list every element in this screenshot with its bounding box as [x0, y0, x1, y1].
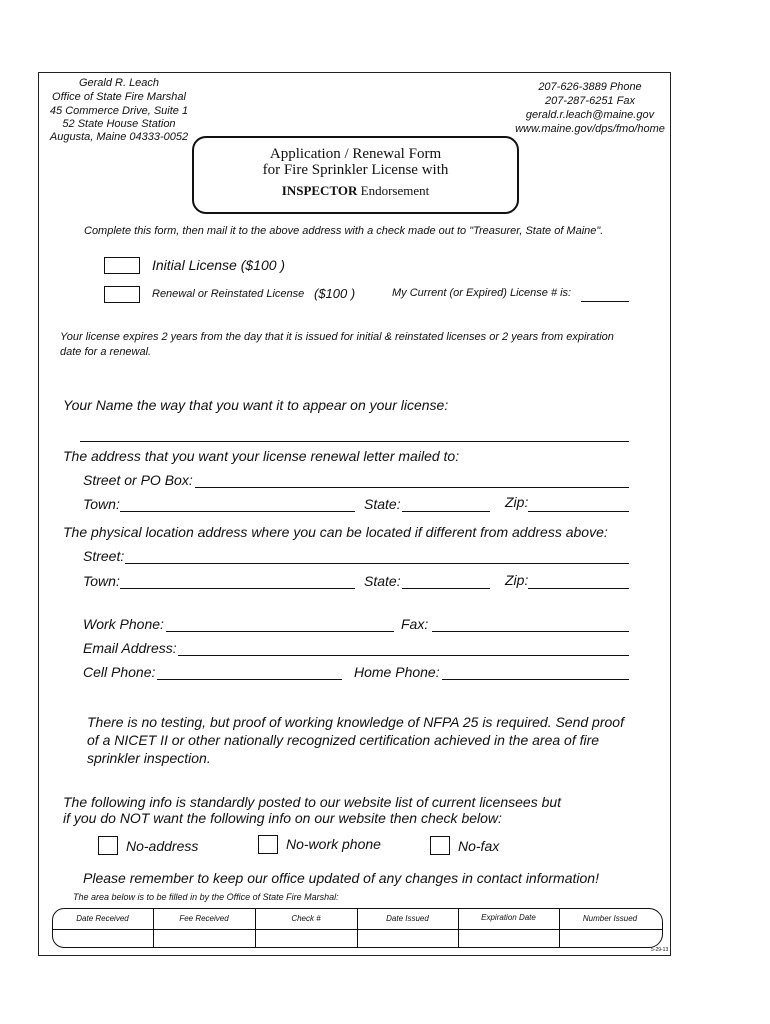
town-field[interactable]: [120, 511, 355, 512]
state-field[interactable]: [402, 511, 490, 512]
renewal-fee: ($100 ): [314, 286, 356, 301]
revision-date: 5-29-13: [651, 947, 669, 953]
no-fax-checkbox[interactable]: [430, 836, 450, 855]
no-address-label: No-address: [126, 838, 199, 854]
street-po-label: Street or PO Box:: [83, 472, 193, 488]
cell-phone-label: Cell Phone:: [83, 664, 156, 680]
physical-town-label: Town:: [83, 573, 120, 589]
fax-number: 207-287-6251 Fax: [545, 95, 635, 107]
email-address: gerald.r.leach@maine.gov: [525, 109, 655, 121]
expiry-note-line1: Your license expires 2 years from the day that it is issued for initial & reinstated licenses or 2 years from expiration: [60, 331, 614, 343]
email-label: Email Address:: [83, 640, 177, 656]
street-address: 45 Commerce Drive, Suite 1: [49, 105, 189, 117]
station-address: 52 State House Station: [62, 118, 176, 130]
physical-state-label: State:: [364, 573, 401, 589]
initial-license-checkbox[interactable]: [104, 257, 140, 274]
cell-phone-field[interactable]: [157, 679, 342, 680]
date-issued-header: Date Issued: [386, 914, 429, 923]
city-state-zip: Augusta, Maine 04333-0052: [49, 131, 189, 143]
physical-state-field[interactable]: [402, 588, 490, 589]
no-work-phone-checkbox[interactable]: [258, 835, 278, 854]
contact-name: Gerald R. Leach: [78, 77, 160, 89]
current-license-label: My Current (or Expired) License # is:: [392, 287, 572, 299]
number-issued-cell[interactable]: [560, 930, 660, 947]
website-url: www.maine.gov/dps/fmo/home: [515, 123, 665, 135]
mailing-instructions: Complete this form, then mail it to the above address with a check made out to "Treasurer, State of Maine".: [84, 225, 604, 237]
phone-number: 207-626-3889 Phone: [538, 81, 642, 93]
street-label: Street:: [83, 548, 125, 564]
work-phone-label: Work Phone:: [83, 616, 164, 632]
work-phone-field[interactable]: [166, 631, 394, 632]
form-title-line1: Application / Renewal Form: [269, 146, 442, 162]
physical-address-prompt: The physical location address where you can be located if different from address above:: [63, 524, 608, 540]
endorsement-word: Endorsement: [357, 183, 430, 198]
testing-note-line3: sprinkler inspection.: [87, 750, 211, 766]
endorsement-type: INSPECTOR: [281, 183, 358, 198]
fee-received-header: Fee Received: [179, 914, 229, 923]
office-name: Office of State Fire Marshal: [52, 91, 186, 103]
physical-town-field[interactable]: [120, 588, 355, 589]
state-label: State:: [364, 496, 401, 512]
form-title-line3: [192, 183, 519, 199]
no-work-phone-label: No-work phone: [286, 836, 381, 852]
testing-note-line1: There is no testing, but proof of working knowledge of NFPA 25 is required. Send proof: [87, 714, 624, 730]
current-license-field[interactable]: [581, 301, 629, 302]
fee-received-cell[interactable]: [154, 930, 254, 947]
date-received-cell[interactable]: [53, 930, 152, 947]
check-number-header: Check #: [291, 914, 321, 923]
renewal-license-label: Renewal or Reinstated License: [152, 288, 305, 300]
fax-label: Fax:: [401, 616, 429, 632]
home-phone-field[interactable]: [442, 679, 629, 680]
check-number-cell[interactable]: [256, 930, 356, 947]
office-use-note: The area below is to be filled in by the Office of State Fire Marshal:: [73, 892, 339, 902]
form-title-line2: for Fire Sprinkler License with: [262, 162, 449, 178]
street-field[interactable]: [125, 563, 629, 564]
date-issued-cell[interactable]: [358, 930, 457, 947]
fax-field[interactable]: [432, 631, 629, 632]
number-issued-header: Number Issued: [582, 914, 638, 923]
email-field[interactable]: [178, 655, 629, 656]
physical-zip-label: Zip:: [505, 572, 529, 588]
date-received-header: Date Received: [76, 914, 129, 923]
website-note-line2: if you do NOT want the following info on our website then check below:: [63, 810, 502, 826]
website-note-line1: The following info is standardly posted to our website list of current licensees but: [63, 794, 562, 810]
name-field[interactable]: [80, 441, 629, 442]
no-fax-label: No-fax: [458, 838, 500, 854]
expiration-date-cell[interactable]: [459, 930, 558, 947]
zip-field[interactable]: [528, 511, 629, 512]
testing-note-line2: of a NICET II or other nationally recognized certification achieved in the area of fire: [87, 732, 600, 748]
expiry-note-line2: date for a renewal.: [60, 346, 152, 358]
zip-label: Zip:: [505, 494, 529, 510]
reminder-text: Please remember to keep our office updated of any changes in contact information!: [83, 870, 599, 886]
no-address-checkbox[interactable]: [98, 836, 118, 855]
expiration-date-header: Expiration Date: [481, 913, 536, 922]
name-prompt: Your Name the way that you want it to appear on your license:: [63, 397, 449, 413]
mailing-address-prompt: The address that you want your license renewal letter mailed to:: [63, 448, 460, 464]
home-phone-label: Home Phone:: [354, 664, 440, 680]
renewal-license-checkbox[interactable]: [104, 286, 140, 303]
physical-zip-field[interactable]: [528, 588, 629, 589]
initial-license-label: Initial License ($100 ): [152, 257, 286, 273]
town-label: Town:: [83, 496, 120, 512]
street-po-field[interactable]: [195, 487, 629, 488]
